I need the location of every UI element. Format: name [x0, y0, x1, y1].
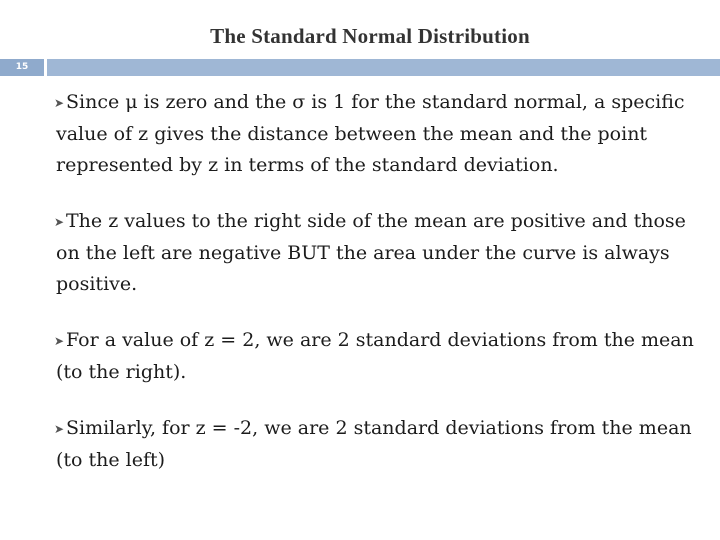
arrowhead-bullet-icon: ➤: [54, 334, 65, 348]
bullet-item-2: [56, 206, 696, 300]
slide-title: The Standard Normal Distribution: [210, 24, 530, 48]
bullet-item-3: [56, 325, 696, 388]
bullet-list: [56, 87, 696, 501]
bullet-item-1: [56, 87, 696, 181]
arrowhead-bullet-icon: ➤: [54, 422, 65, 436]
arrowhead-bullet-icon: ➤: [54, 96, 65, 110]
bullet-text: The z values to the right side of the mean are positive and those on the left are negative BUT the area under the curve is always positive.: [56, 210, 686, 295]
bullet-item-4: [56, 413, 696, 476]
page-number: 15: [0, 59, 44, 76]
bullet-text: For a value of z = 2, we are 2 standard deviations from the mean (to the right).: [56, 329, 694, 383]
bullet-text: Similarly, for z = -2, we are 2 standard deviations from the mean (to the left): [56, 417, 692, 471]
header-bar: [0, 59, 720, 76]
header-bar-fill: [47, 59, 720, 76]
bullet-text: Since μ is zero and the σ is 1 for the standard normal, a specific value of z gives the distance between the mean and the point represented by z in terms of the standard deviation.: [56, 91, 685, 176]
arrowhead-bullet-icon: ➤: [54, 215, 65, 229]
